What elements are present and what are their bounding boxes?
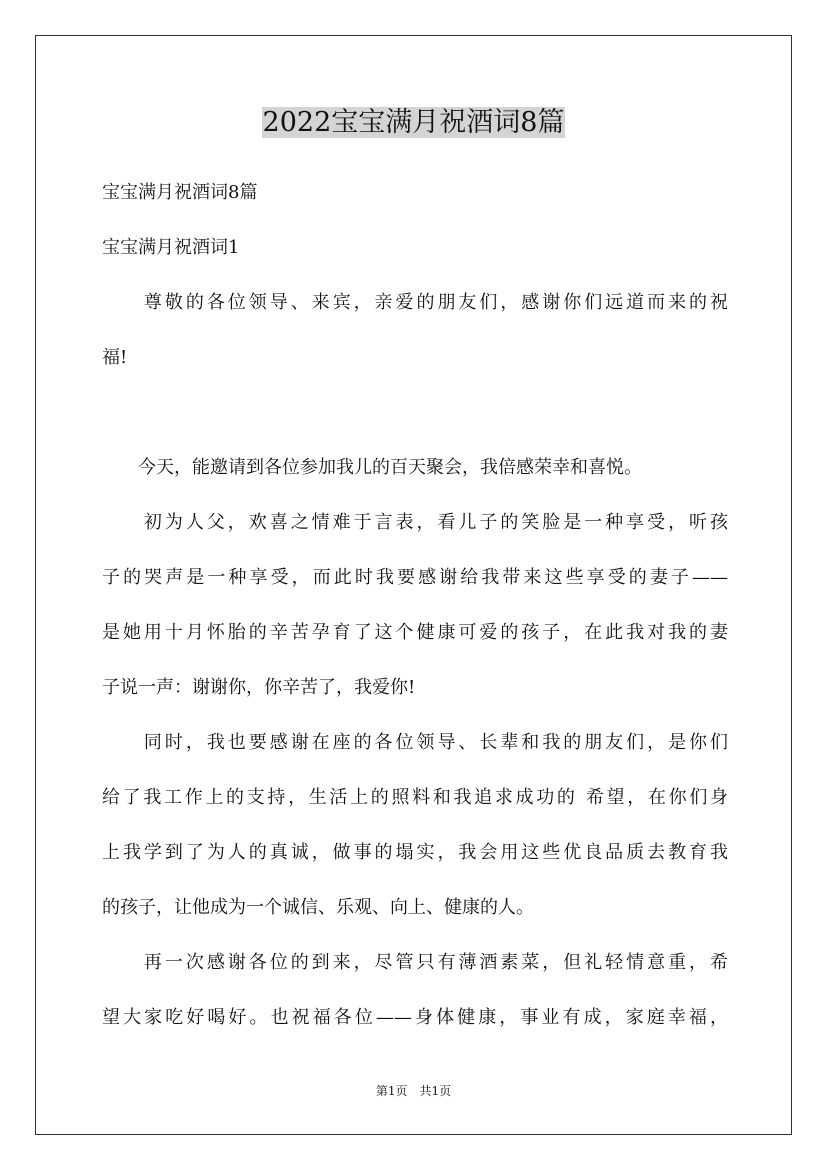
paragraph-line: 初为人父，欢喜之情难于言表，看儿子的笑脸是一种享受，听孩 [102, 512, 728, 533]
subtitle-line: 宝宝满月祝酒词8篇 [102, 182, 258, 203]
paragraph-line: 的孩子，让他成为一个诚信、乐观、向上、健康的人。 [102, 897, 534, 918]
paragraph-line: 今天，能邀请到各位参加我儿的百天聚会，我倍感荣幸和喜悦。 [102, 457, 642, 478]
paragraph-line: 给了我工作上的支持，生活上的照料和我追求成功的 希望，在你们身 [102, 787, 728, 808]
paragraph-line: 再一次感谢各位的到来，尽管只有薄酒素菜，但礼轻情意重，希 [102, 952, 728, 973]
paragraph-line: 尊敬的各位领导、来宾，亲爱的朋友们，感谢你们远道而来的祝 [102, 292, 728, 313]
document-title-text: 2022宝宝满月祝酒词8篇 [262, 107, 565, 138]
page-number-footer: 第1页 共1页 [375, 1084, 452, 1098]
paragraph-line: 子的哭声是一种享受，而此时我要感谢给我带来这些享受的妻子—— [102, 567, 728, 588]
paragraph-line: 同时，我也要感谢在座的各位领导、长辈和我的朋友们，是你们 [102, 732, 728, 753]
paragraph-line: 望大家吃好喝好。也祝福各位——身体健康，事业有成，家庭幸福， [102, 1007, 728, 1028]
paragraph-line: 上我学到了为人的真诚，做事的塌实，我会用这些优良品质去教育我 [102, 842, 728, 863]
paragraph-line: 子说一声：谢谢你，你辛苦了，我爱你! [102, 677, 416, 698]
paragraph-line: 是她用十月怀胎的辛苦孕育了这个健康可爱的孩子，在此我对我的妻 [102, 622, 728, 643]
paragraph-line: 福! [102, 347, 128, 368]
document-title [0, 103, 827, 143]
section-heading: 宝宝满月祝酒词1 [102, 237, 240, 258]
